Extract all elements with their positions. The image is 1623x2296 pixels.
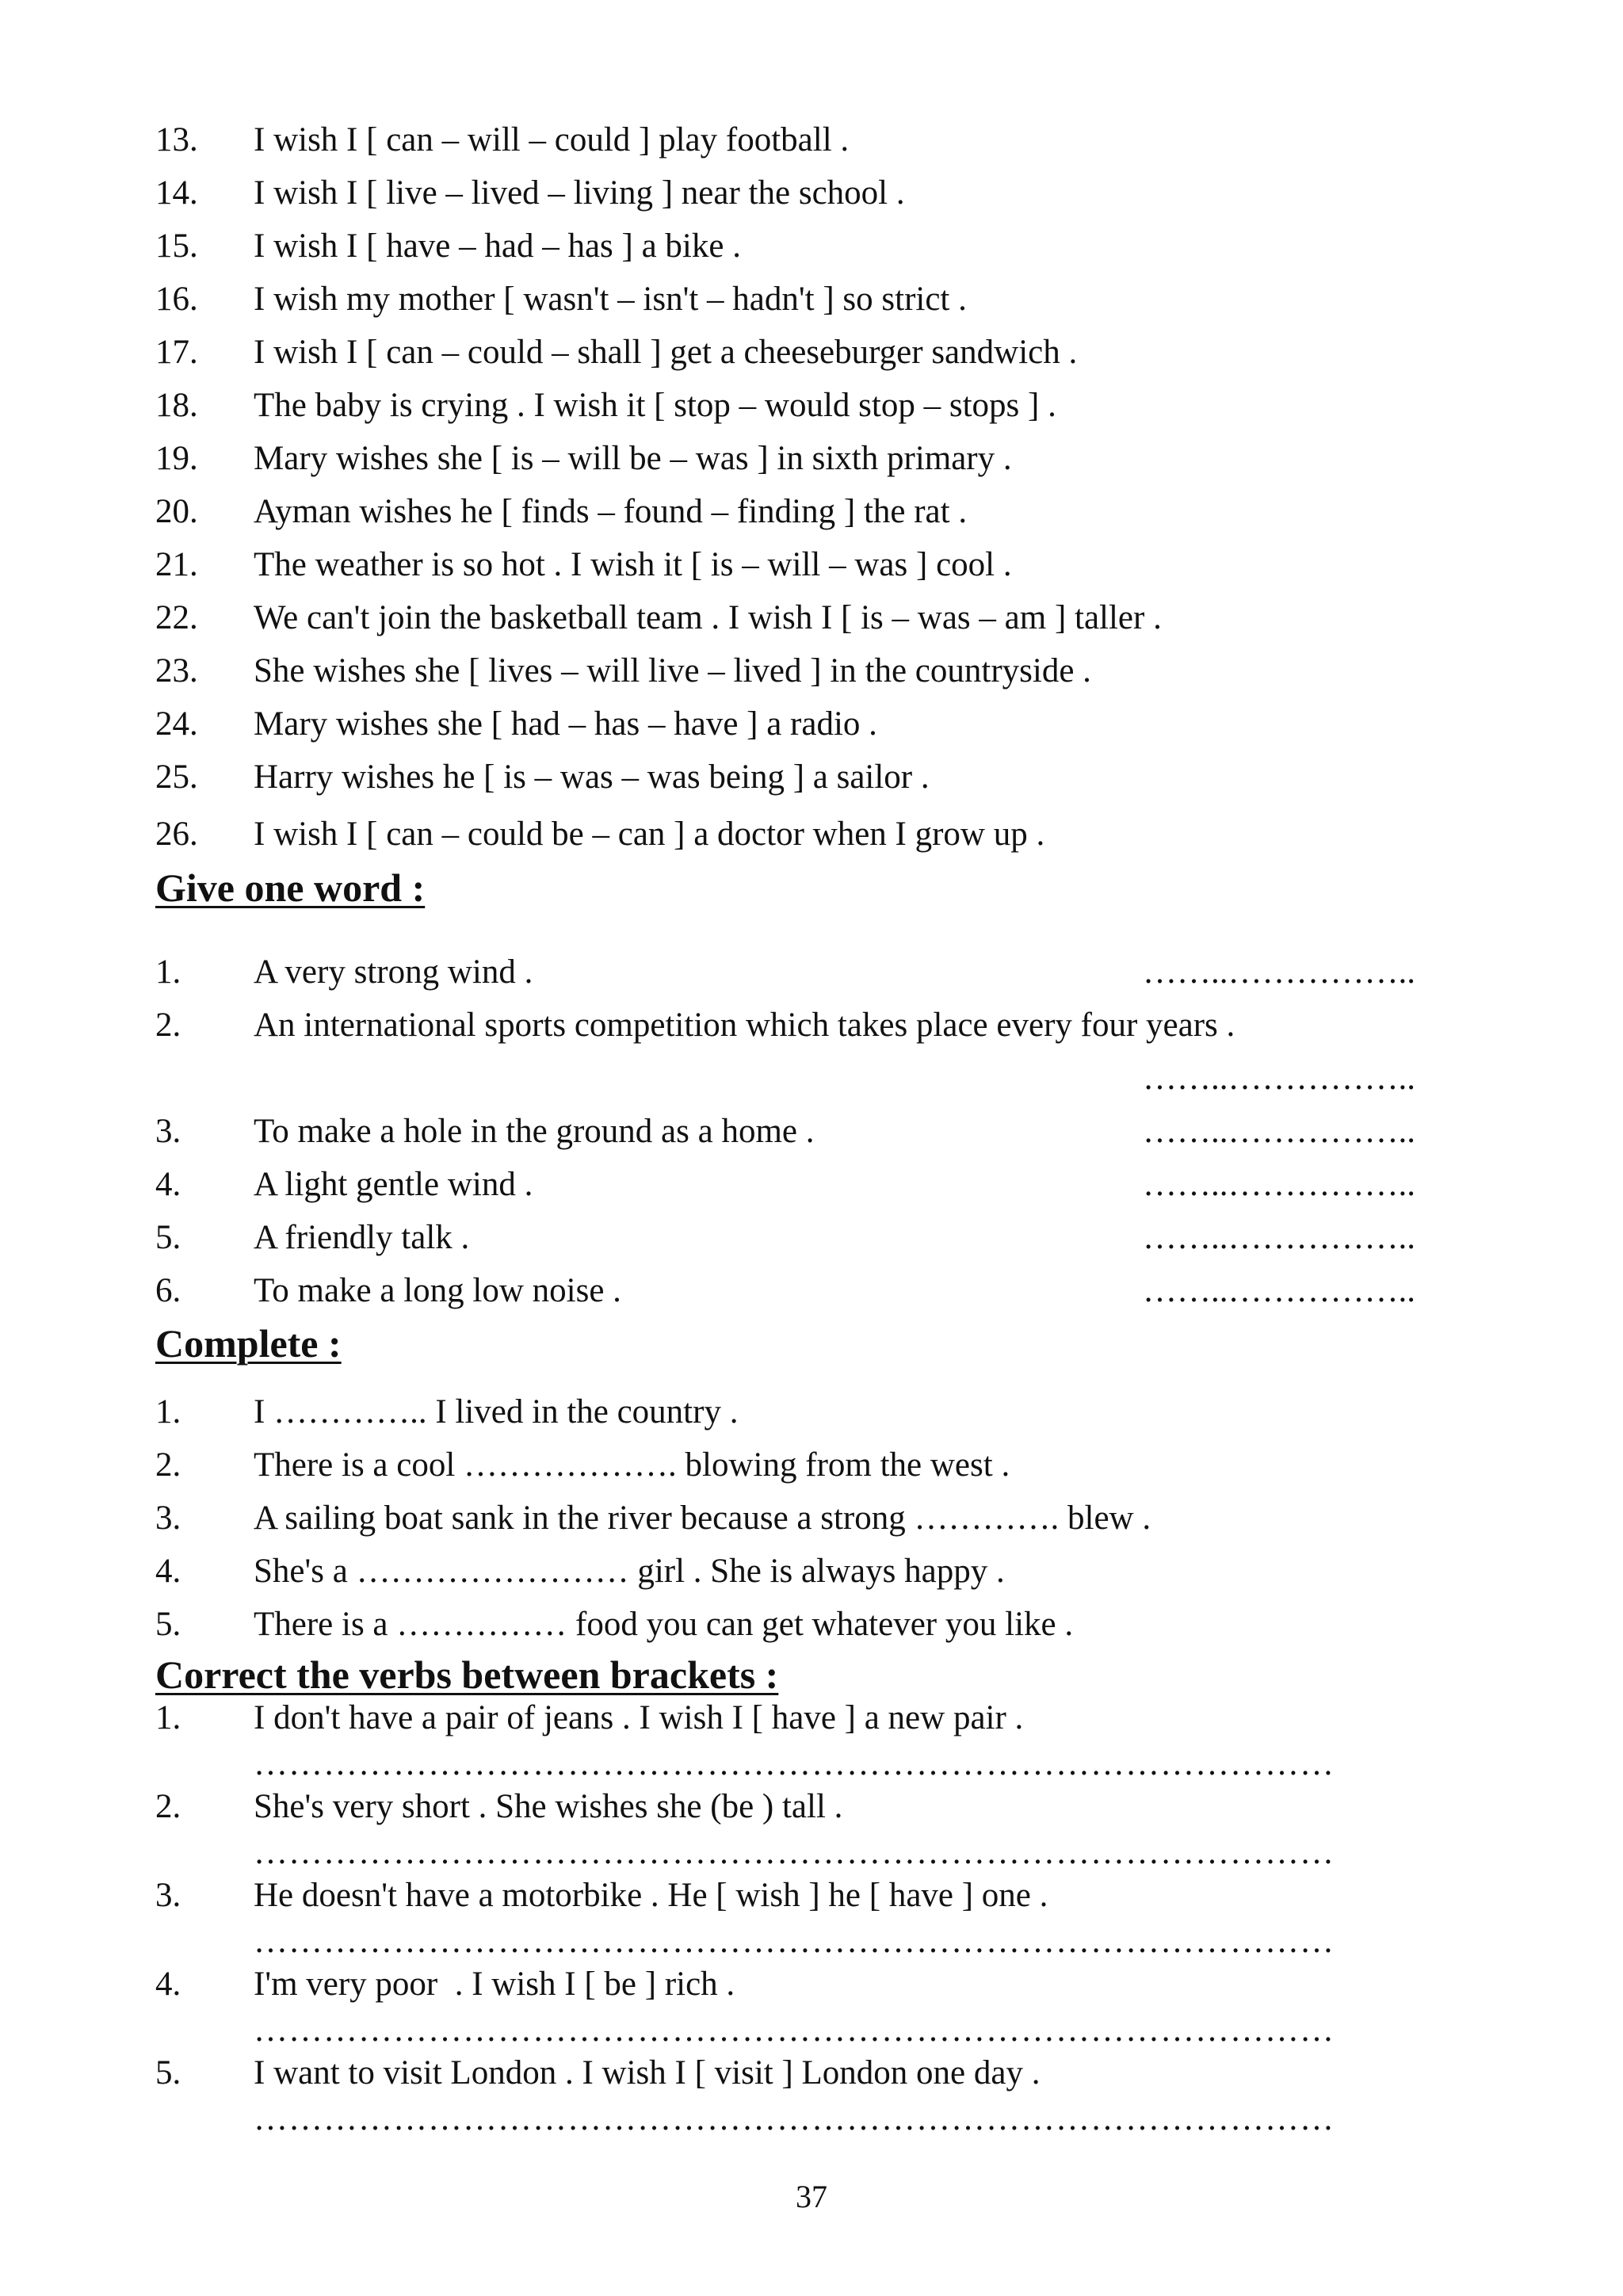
answer-line[interactable]: ………………………………………………………………………………… <box>254 1834 1335 1871</box>
item-text: I wish I [ have – had – has ] a bike . <box>254 227 741 265</box>
item-text: A light gentle wind . <box>254 1166 533 1203</box>
item-number: 3. <box>155 1877 181 1914</box>
answer-blank[interactable]: ……..…………….. <box>1143 1219 1415 1256</box>
answer-blank[interactable]: ……..…………….. <box>1143 953 1415 991</box>
item-text: I wish I [ can – could be – can ] a doctor when I grow up . <box>254 816 1045 853</box>
item-text: I wish I [ can – will – could ] play football . <box>254 121 850 159</box>
item-number: 13. <box>155 121 198 159</box>
item-number: 22. <box>155 599 198 636</box>
item-number: 6. <box>155 1272 181 1309</box>
item-number: 20. <box>155 493 198 530</box>
item-number: 3. <box>155 1499 181 1537</box>
item-text: A very strong wind . <box>254 953 533 991</box>
item-text: Harry wishes he [ is – was – was being ] a sailor . <box>254 758 930 796</box>
item-text: The baby is crying . I wish it [ stop – would stop – stops ] . <box>254 387 1056 424</box>
item-text: I don't have a pair of jeans . I wish I [ have ] a new pair . <box>254 1699 1024 1736</box>
item-text: I want to visit London . I wish I [ visit ] London one day . <box>254 2054 1041 2092</box>
item-number: 1. <box>155 1699 181 1736</box>
answer-line[interactable]: ………………………………………………………………………………… <box>254 2011 1335 2049</box>
item-text: Ayman wishes he [ finds – found – finding ] the rat . <box>254 493 968 530</box>
item-text: Mary wishes she [ is – will be – was ] in sixth primary . <box>254 440 1012 477</box>
item-number: 5. <box>155 1606 181 1643</box>
item-text: A sailing boat sank in the river because a strong …………. blew . <box>254 1499 1151 1537</box>
item-number: 1. <box>155 953 181 991</box>
item-number: 25. <box>155 758 198 796</box>
item-number: 4. <box>155 1966 181 2003</box>
answer-blank[interactable]: ……..…………….. <box>1143 1166 1415 1203</box>
item-text: A friendly talk . <box>254 1219 470 1256</box>
item-text: There is a …………… food you can get whatever you like . <box>254 1606 1074 1643</box>
item-text: She wishes she [ lives – will live – lived ] in the countryside . <box>254 652 1091 690</box>
item-number: 5. <box>155 2054 181 2092</box>
item-text: The weather is so hot . I wish it [ is – will – was ] cool . <box>254 546 1012 583</box>
item-text: I wish my mother [ wasn't – isn't – hadn't ] so strict . <box>254 281 967 318</box>
answer-blank[interactable]: ……..…………….. <box>1143 1272 1415 1309</box>
item-number: 23. <box>155 652 198 690</box>
item-text: An international sports competition which takes place every four years . <box>254 1007 1235 1044</box>
item-text: Mary wishes she [ had – has – have ] a radio . <box>254 705 877 743</box>
section-heading-give-one-word: Give one word : <box>155 865 426 910</box>
item-text: To make a long low noise . <box>254 1272 621 1309</box>
item-number: 16. <box>155 281 198 318</box>
item-number: 4. <box>155 1553 181 1590</box>
item-number: 5. <box>155 1219 181 1256</box>
item-number: 26. <box>155 816 198 853</box>
answer-blank[interactable]: ……..…………….. <box>1143 1060 1415 1097</box>
answer-line[interactable]: ………………………………………………………………………………… <box>254 1745 1335 1782</box>
section-heading-correct-verbs: Correct the verbs between brackets : <box>155 1652 779 1697</box>
section-heading-complete: Complete : <box>155 1321 342 1366</box>
item-text: To make a hole in the ground as a home . <box>254 1113 815 1150</box>
page-number: 37 <box>796 2179 827 2214</box>
item-number: 21. <box>155 546 198 583</box>
item-number: 1. <box>155 1393 181 1431</box>
item-number: 19. <box>155 440 198 477</box>
item-text: I ………….. I lived in the country . <box>254 1393 739 1431</box>
item-number: 2. <box>155 1446 181 1484</box>
item-number: 2. <box>155 1007 181 1044</box>
answer-line[interactable]: ………………………………………………………………………………… <box>254 1923 1335 1960</box>
item-number: 14. <box>155 174 198 212</box>
item-text: She's very short . She wishes she (be ) tall . <box>254 1788 843 1825</box>
answer-blank[interactable]: ……..…………….. <box>1143 1113 1415 1150</box>
item-text: He doesn't have a motorbike . He [ wish ] he [ have ] one . <box>254 1877 1048 1914</box>
item-text: We can't join the basketball team . I wish I [ is – was – am ] taller . <box>254 599 1162 636</box>
item-text: She's a …………………… girl . She is always happy . <box>254 1553 1005 1590</box>
item-number: 17. <box>155 334 198 371</box>
item-text: I wish I [ can – could – shall ] get a cheeseburger sandwich . <box>254 334 1078 371</box>
item-number: 2. <box>155 1788 181 1825</box>
item-text: I wish I [ live – lived – living ] near the school . <box>254 174 905 212</box>
item-number: 15. <box>155 227 198 265</box>
item-text: There is a cool ………………. blowing from the west . <box>254 1446 1010 1484</box>
item-number: 3. <box>155 1113 181 1150</box>
item-number: 24. <box>155 705 198 743</box>
item-text: I'm very poor . I wish I [ be ] rich . <box>254 1966 735 2003</box>
item-number: 18. <box>155 387 198 424</box>
answer-line[interactable]: ………………………………………………………………………………… <box>254 2100 1335 2137</box>
item-number: 4. <box>155 1166 181 1203</box>
